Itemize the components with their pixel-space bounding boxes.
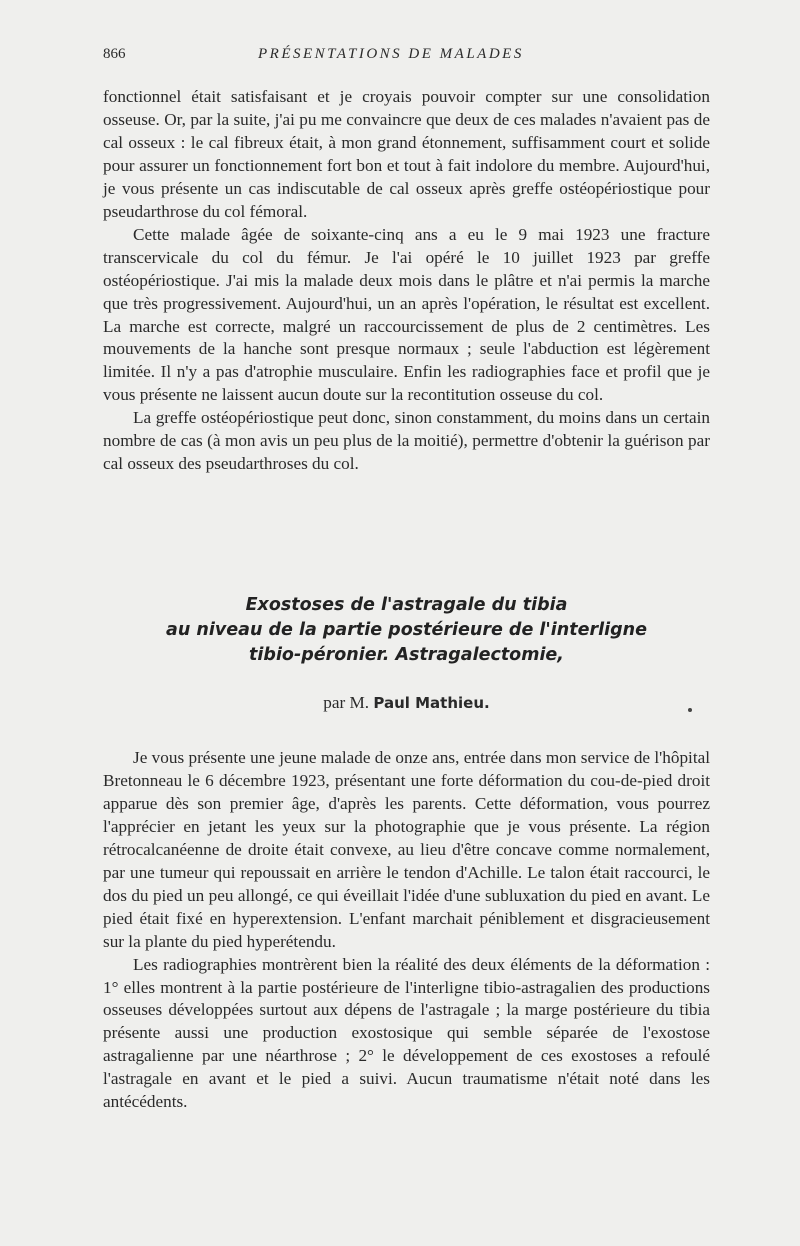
title-line: tibio-péronier. Astragalectomie, [249, 645, 564, 665]
title-line: Exostoses de l'astragale du tibia [245, 595, 568, 615]
paragraph: Les radiographies montrèrent bien la réalité des deux éléments de la déformation : 1° elles montrent à la partie postérieure de l'interligne tibio-astragalien des productions osseuses développées surtout aux dépens de l'astragale ; la marge postérieure du tibia présente aussi une production exostosique qui semble séparée de l'exostose astragalienne par une néarthrose ; 2° le développement de ces exostoses a refoulé l'astragale en avant et le pied a suivi. Aucun traumatisme n'était noté dans les antécédents. [103, 954, 710, 1112]
paragraph: Je vous présente une jeune malade de onze ans, entrée dans mon service de l'hôpital Bretonneau le 6 décembre 1923, présentant une forte déformation du cou-de-pied droit apparue dès son premier âge, d'après les parents. Cette déformation, vous pourrez l'apprécier en jetant les yeux sur la photographie que je vous présente. La région rétrocalcanéenne de droite était convexe, au lieu d'être concave comme normalement, par une tumeur qui repoussait en arrière le tendon d'Achille. Le talon était raccourci, le dos du pied un peu allongé, ce qui éveillait l'idée d'une subluxation du pied en avant. Le pied était fixé en hyperextension. L'enfant marchait péniblement et disgracieusement sur la plante du pied hyperétendu. [103, 748, 710, 951]
byline-prefix: par M. [323, 693, 370, 712]
byline [103, 693, 710, 713]
running-title: PRÉSENTATIONS DE MALADES [258, 46, 524, 62]
article-body [103, 747, 710, 1114]
page-header [103, 46, 710, 68]
author-name: Paul Mathieu. [373, 694, 490, 712]
paragraph: fonctionnel était satisfaisant et je croyais pouvoir compter sur une consolidation osseuse. Or, par la suite, j'ai pu me convaincre que deux de ces malades n'avaient pas de cal osseux : le cal fibreux était, à mon grand étonnement, suffisamment court et solide pour assurer un fonctionnement fort bon et tout à fait indolore du membre. Aujourd'hui, je vous présente un cas indiscutable de cal osseux après greffe ostéopériostique pour pseudarthrose du col fémoral. [103, 87, 710, 221]
continued-section [103, 86, 710, 476]
paragraph: Cette malade âgée de soixante-cinq ans a eu le 9 mai 1923 une fracture transcervicale du col du fémur. Je l'ai opéré le 10 juillet 1923 par greffe ostéopériostique. J'ai mis la malade deux mois dans le plâtre et n'ai permis la marche que très progressivement. Aujourd'hui, un an après l'opération, le résultat est excellent. La marche est correcte, malgré un raccourcissement de plus de 2 centimètres. Les mouvements de la hanche sont presque normaux ; seule l'abduction est légèrement limitée. Il n'y a pas d'atrophie musculaire. Enfin les radiographies face et profil que je vous présente ne laissent aucun doute sur la recontitution osseuse du col. [103, 224, 710, 405]
article-title [103, 593, 710, 668]
title-line: au niveau de la partie postérieure de l'interligne [166, 620, 647, 640]
page-number: 866 [103, 46, 126, 62]
paragraph: La greffe ostéopériostique peut donc, sinon constamment, du moins dans un certain nombre de cas (à mon avis un peu plus de la moitié), permettre d'obtenir la guérison par cal osseux des pseudarthroses du col. [103, 408, 710, 474]
ink-speck [688, 708, 692, 712]
